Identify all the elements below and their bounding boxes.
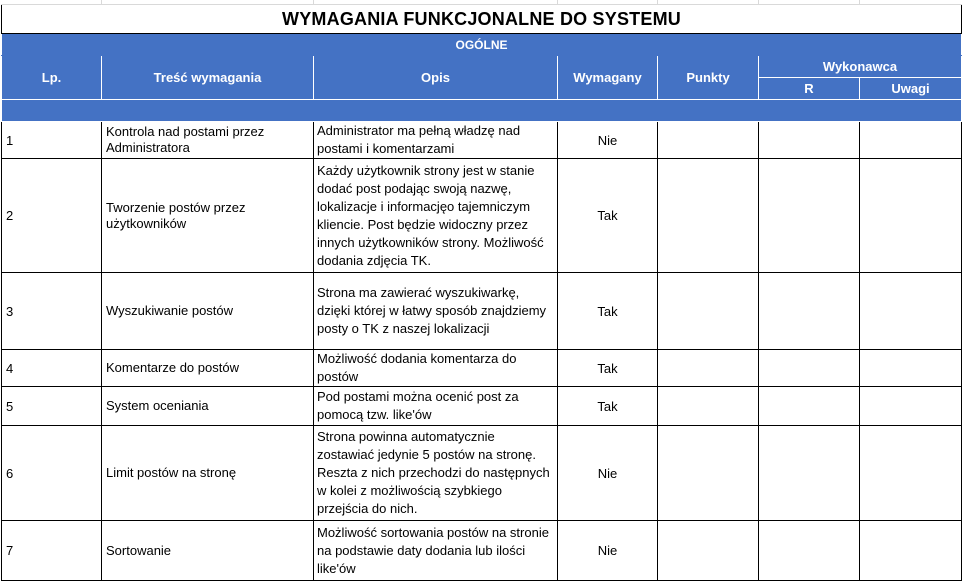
- header-wymagany[interactable]: Wymagany: [558, 56, 658, 100]
- cell-opis[interactable]: Strona powinna automatycznie zostawiać jedynie 5 postów na stronę. Reszta z nich przechodzi do następnych w kolei z możliwością szybkiego przejścia do nich.: [314, 426, 558, 521]
- cell-uwagi[interactable]: [860, 273, 962, 350]
- table-row: [2, 122, 962, 159]
- cell-tresc[interactable]: Sortowanie: [102, 521, 314, 581]
- cell-opis[interactable]: Możliwość dodania komentarza do postów: [314, 350, 558, 387]
- cell-r[interactable]: [759, 426, 860, 521]
- cell-r[interactable]: [759, 387, 860, 426]
- header-uwagi[interactable]: Uwagi: [860, 78, 962, 100]
- cell-wymagany[interactable]: Nie: [558, 521, 658, 581]
- cell-lp[interactable]: 4: [2, 350, 102, 387]
- header-punkty[interactable]: Punkty: [658, 56, 759, 100]
- cell-lp[interactable]: 7: [2, 521, 102, 581]
- cell-uwagi[interactable]: [860, 521, 962, 581]
- cell-wymagany[interactable]: Tak: [558, 273, 658, 350]
- table-row: [2, 159, 962, 273]
- cell-punkty[interactable]: [658, 159, 759, 273]
- cell-opis[interactable]: Strona ma zawierać wyszukiwarkę, dzięki której w łatwy sposób znajdziemy posty o TK z naszej lokalizacji: [314, 273, 558, 350]
- header-wykonawca[interactable]: Wykonawca: [759, 56, 962, 78]
- cell-opis[interactable]: Administrator ma pełną władzę nad postami i komentarzami: [314, 122, 558, 159]
- cell-punkty[interactable]: [658, 273, 759, 350]
- requirements-table: [1, 0, 962, 581]
- blue-spacer-row: [2, 100, 962, 122]
- cell-tresc[interactable]: Wyszukiwanie postów: [102, 273, 314, 350]
- cell-tresc[interactable]: Komentarze do postów: [102, 350, 314, 387]
- cell-wymagany[interactable]: Nie: [558, 122, 658, 159]
- sheet-title[interactable]: WYMAGANIA FUNKCJONALNE DO SYSTEMU: [2, 5, 962, 34]
- cell-opis[interactable]: Pod postami można ocenić post za pomocą tzw. like'ów: [314, 387, 558, 426]
- table-row: [2, 273, 962, 350]
- cell-uwagi[interactable]: [860, 122, 962, 159]
- cell-lp[interactable]: 2: [2, 159, 102, 273]
- cell-punkty[interactable]: [658, 521, 759, 581]
- cell-uwagi[interactable]: [860, 426, 962, 521]
- cell-tresc[interactable]: System oceniania: [102, 387, 314, 426]
- header-lp[interactable]: Lp.: [2, 56, 102, 100]
- requirements-body: [2, 122, 962, 581]
- cell-tresc[interactable]: Limit postów na stronę: [102, 426, 314, 521]
- cell-wymagany[interactable]: Tak: [558, 350, 658, 387]
- cell-r[interactable]: [759, 350, 860, 387]
- cell-punkty[interactable]: [658, 426, 759, 521]
- table-row: [2, 387, 962, 426]
- header-r[interactable]: R: [759, 78, 860, 100]
- cell-punkty[interactable]: [658, 350, 759, 387]
- cell-r[interactable]: [759, 273, 860, 350]
- cell-uwagi[interactable]: [860, 350, 962, 387]
- cell-wymagany[interactable]: Nie: [558, 426, 658, 521]
- blue-spacer-cell[interactable]: [2, 100, 962, 122]
- cell-uwagi[interactable]: [860, 387, 962, 426]
- cell-wymagany[interactable]: Tak: [558, 387, 658, 426]
- cell-lp[interactable]: 5: [2, 387, 102, 426]
- cell-lp[interactable]: 6: [2, 426, 102, 521]
- section-header[interactable]: OGÓLNE: [2, 34, 962, 56]
- cell-opis[interactable]: Każdy użytkownik strony jest w stanie dodać post podając swoją nazwę, lokalizacje i informacjęo tajemniczym kliencie. Post będzie widoczny przez innych użytkowników strony. Możliwość dodania zdjęcia TK.: [314, 159, 558, 273]
- cell-r[interactable]: [759, 521, 860, 581]
- cell-lp[interactable]: 3: [2, 273, 102, 350]
- cell-tresc[interactable]: Kontrola nad postami przez Administratora: [102, 122, 314, 159]
- table-row: [2, 426, 962, 521]
- cell-punkty[interactable]: [658, 387, 759, 426]
- cell-uwagi[interactable]: [860, 159, 962, 273]
- header-opis[interactable]: Opis: [314, 56, 558, 100]
- cell-r[interactable]: [759, 159, 860, 273]
- cell-opis[interactable]: Możliwość sortowania postów na stronie na podstawie daty dodania lub ilości like'ów: [314, 521, 558, 581]
- cell-tresc[interactable]: Tworzenie postów przez użytkowników: [102, 159, 314, 273]
- cell-punkty[interactable]: [658, 122, 759, 159]
- header-tresc[interactable]: Treść wymagania: [102, 56, 314, 100]
- cell-lp[interactable]: 1: [2, 122, 102, 159]
- table-row: [2, 350, 962, 387]
- cell-wymagany[interactable]: Tak: [558, 159, 658, 273]
- table-row: [2, 521, 962, 581]
- cell-r[interactable]: [759, 122, 860, 159]
